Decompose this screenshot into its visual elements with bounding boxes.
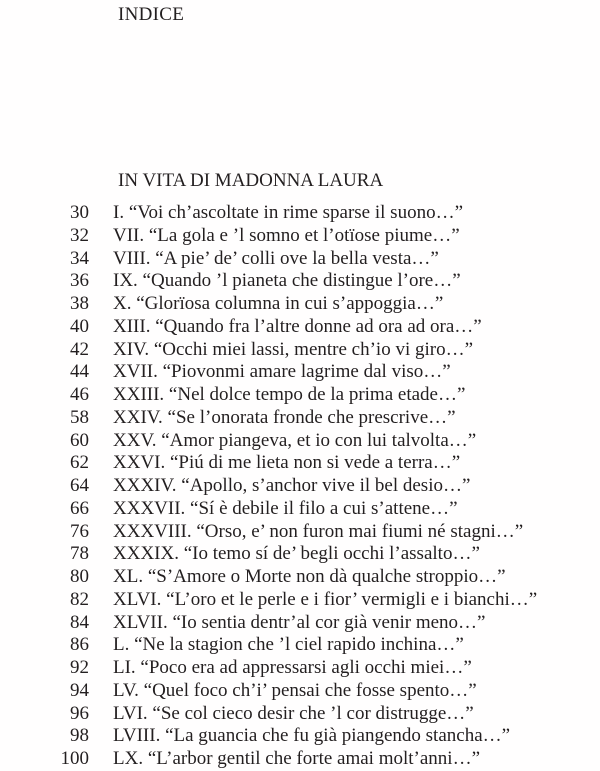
- toc-page-number: 86: [70, 634, 89, 656]
- toc-entry: [0, 430, 600, 453]
- toc-entry-title: XXV. “Amor piangeva, et io con lui talvolta…”: [113, 429, 477, 451]
- toc-page-number: 80: [70, 566, 89, 587]
- toc-entry: [0, 725, 600, 748]
- toc-entry-title: XLVII. “Io sentia dentr’al cor già venir meno…”: [113, 611, 486, 633]
- toc-entry-title: I. “Voi ch’ascoltate in rime sparse il suono…”: [113, 202, 463, 223]
- toc-entry: [0, 361, 600, 384]
- toc-entry-title: XXXIV. “Apollo, s’anchor vive il bel desio…”: [113, 475, 471, 496]
- toc-entry: [0, 452, 600, 475]
- toc-entry-title: XIV. “Occhi miei lassi, mentre ch’io vi giro…”: [113, 338, 474, 360]
- toc-page-number: 36: [70, 270, 89, 292]
- toc-entry: [0, 612, 600, 635]
- toc-page-number: 34: [70, 247, 89, 269]
- toc-page-number: 66: [70, 497, 89, 519]
- toc-page-number: 30: [70, 202, 89, 223]
- toc-entry: [0, 316, 600, 339]
- toc-entry: [0, 521, 600, 544]
- toc-entry: [0, 748, 600, 771]
- page-heading: INDICE: [118, 4, 185, 25]
- toc-page-number: 38: [70, 293, 89, 314]
- toc-entry: [0, 248, 600, 271]
- toc-page-number: 62: [70, 452, 89, 474]
- toc-page-number: 100: [60, 748, 89, 769]
- toc-page-number: 40: [70, 315, 89, 337]
- toc-page-number: 44: [70, 361, 89, 383]
- toc-page-number: 46: [70, 384, 89, 405]
- toc-entry-title: VII. “La gola e ’l somno et l’otïose piume…”: [113, 224, 460, 246]
- toc-page-number: 64: [70, 475, 89, 496]
- toc-entry-title: XL. “S’Amore o Morte non dà qualche stroppio…”: [113, 566, 506, 587]
- toc-entry-title: L. “Ne la stagion che ’l ciel rapido inchina…”: [113, 634, 464, 656]
- toc-entry: [0, 543, 600, 566]
- toc-entry: [0, 634, 600, 657]
- toc-entry: [0, 202, 600, 225]
- toc-entry-title: XXXVIII. “Orso, e’ non furon mai fiumi né stagni…”: [113, 520, 524, 542]
- toc-page-number: 96: [70, 702, 89, 724]
- toc-page-number: 60: [70, 429, 89, 451]
- toc-page-number: 58: [70, 406, 89, 428]
- toc-page-number: 98: [70, 725, 89, 747]
- toc-page-number: 32: [70, 224, 89, 246]
- toc-entry: [0, 339, 600, 362]
- toc-entry: [0, 498, 600, 521]
- toc-entry-title: LV. “Quel foco ch’i’ pensai che fosse spento…”: [113, 679, 477, 701]
- toc-entry-title: IX. “Quando ’l pianeta che distingue l’ore…”: [113, 270, 461, 292]
- toc-page-number: 94: [70, 679, 89, 701]
- toc-entry-title: XXXIX. “Io temo sí de’ begli occhi l’assalto…”: [113, 543, 480, 565]
- toc-entry-title: XVII. “Piovonmi amare lagrime dal viso…”: [113, 361, 451, 383]
- toc-entry: [0, 703, 600, 726]
- toc-entry-title: LVI. “Se col cieco desir che ’l cor distrugge…”: [113, 702, 474, 724]
- toc-page-number: 84: [70, 611, 89, 633]
- toc-entry-title: XXIII. “Nel dolce tempo de la prima etade…”: [113, 384, 466, 405]
- toc-entry: [0, 407, 600, 430]
- toc-entry: [0, 225, 600, 248]
- toc-page-number: 42: [70, 338, 89, 360]
- toc-entry: [0, 589, 600, 612]
- toc-page-number: 82: [70, 588, 89, 610]
- toc-entry-title: XXIV. “Se l’onorata fronde che prescrive…”: [113, 406, 456, 428]
- toc-entry: [0, 384, 600, 407]
- toc-page-number: 92: [70, 657, 89, 678]
- toc-entry: [0, 270, 600, 293]
- toc-entry: [0, 293, 600, 316]
- toc-entry-title: LVIII. “La guancia che fu già piangendo stancha…”: [113, 725, 511, 747]
- toc-entry-title: LI. “Poco era ad appressarsi agli occhi miei…”: [113, 657, 472, 678]
- toc-entry: [0, 657, 600, 680]
- toc-page-number: 76: [70, 520, 89, 542]
- toc-entry-title: XXVI. “Piú di me lieta non si vede a terra…”: [113, 452, 461, 474]
- toc-entry-title: XXXVII. “Sí è debile il filo a cui s’attene…”: [113, 497, 458, 519]
- toc-entry-title: LX. “L’arbor gentil che forte amai molt’anni…”: [113, 748, 481, 769]
- toc-entry-title: XIII. “Quando fra l’altre donne ad ora ad ora…”: [113, 315, 482, 337]
- table-of-contents: [0, 202, 600, 771]
- toc-page-number: 78: [70, 543, 89, 565]
- toc-entry-title: XLVI. “L’oro et le perle e i fior’ vermigli e i bianchi…”: [113, 588, 538, 610]
- section-title: IN VITA DI MADONNA LAURA: [118, 170, 384, 191]
- toc-entry-title: VIII. “A pie’ de’ colli ove la bella vesta…”: [113, 247, 439, 269]
- toc-entry: [0, 566, 600, 589]
- toc-entry-title: X. “Glorïosa columna in cui s’appoggia…”: [113, 293, 444, 314]
- toc-entry: [0, 680, 600, 703]
- toc-entry: [0, 475, 600, 498]
